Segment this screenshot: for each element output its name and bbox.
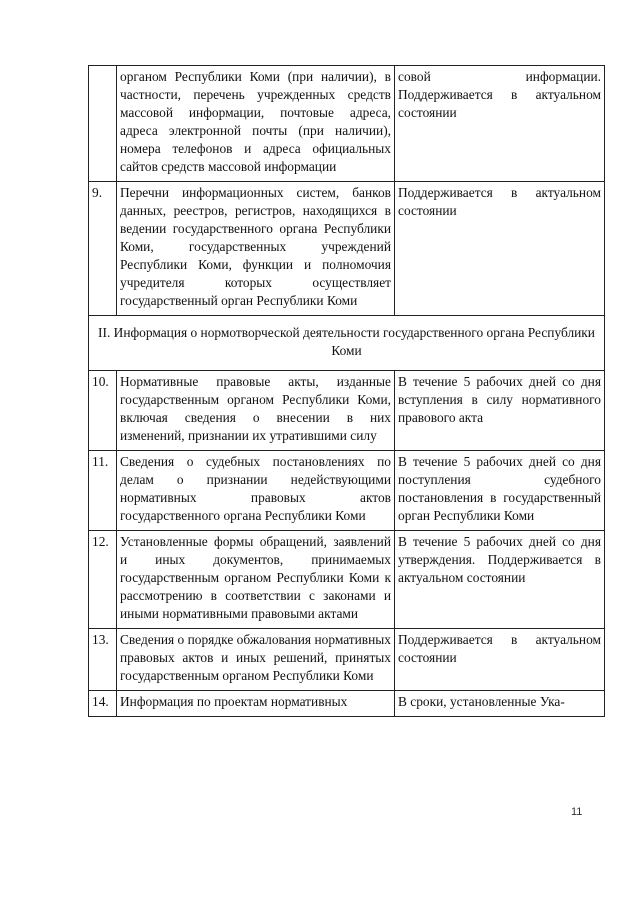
table-row — [89, 371, 605, 451]
row-number: 12. — [89, 531, 117, 629]
row-number — [89, 66, 117, 182]
table-row — [89, 451, 605, 531]
row-number: 14. — [89, 691, 117, 717]
table-row — [89, 66, 605, 182]
row-term: Поддерживается в актуальном состоянии — [395, 182, 605, 316]
row-number: 11. — [89, 451, 117, 531]
row-description: Нормативные правовые акты, изданные государственным органом Республики Коми, включая сведения о внесении в них изменений, признании их утратившими силу — [117, 371, 395, 451]
row-term: совой информации. Поддерживается в актуальном состоянии — [395, 66, 605, 182]
row-description: Информация по проектам нормативных — [117, 691, 395, 717]
row-term: Поддерживается в актуальном состоянии — [395, 629, 605, 691]
row-description: Сведения о судебных постановлениях по делам о признании недействующими нормативных правовых актов государственного органа Республики Коми — [117, 451, 395, 531]
row-number: 10. — [89, 371, 117, 451]
row-number: 9. — [89, 182, 117, 316]
table-row — [89, 691, 605, 717]
row-description: Сведения о порядке обжалования нормативных правовых актов и иных решений, принятых государственным органом Республики Коми — [117, 629, 395, 691]
information-table — [88, 65, 605, 717]
section-title: II. Информация о нормотворческой деятельности государственного органа Республики Коми — [89, 316, 605, 371]
row-term: В течение 5 рабочих дней со дня поступления судебного постановления в государственный орган Республики Коми — [395, 451, 605, 531]
row-description: Установленные формы обращений, заявлений и иных документов, принимаемых государственным органом Республики Коми к рассмотрению в соответствии с законами и иными нормативными правовыми актами — [117, 531, 395, 629]
row-description: Перечни информационных систем, банков данных, реестров, регистров, находящихся в ведении государственного органа Республики Коми, государственных учреждений Республики Коми, функции и полномочия учредителя которых осуществляет государственный орган Республики Коми — [117, 182, 395, 316]
page-number: 11 — [571, 806, 583, 818]
section-header-row — [89, 316, 605, 371]
row-number: 13. — [89, 629, 117, 691]
row-description: органом Республики Коми (при наличии), в частности, перечень учрежденных средств массовой информации, почтовые адреса, адреса электронной почты (при наличии), номера телефонов и адреса официальных сайтов средств массовой информации — [117, 66, 395, 182]
table-row — [89, 182, 605, 316]
row-term: В течение 5 рабочих дней со дня вступления в силу нормативного правового акта — [395, 371, 605, 451]
row-term: В сроки, установленные Ука- — [395, 691, 605, 717]
table-row — [89, 531, 605, 629]
table-row — [89, 629, 605, 691]
row-term: В течение 5 рабочих дней со дня утверждения. Поддерживается в актуальном состоянии — [395, 531, 605, 629]
